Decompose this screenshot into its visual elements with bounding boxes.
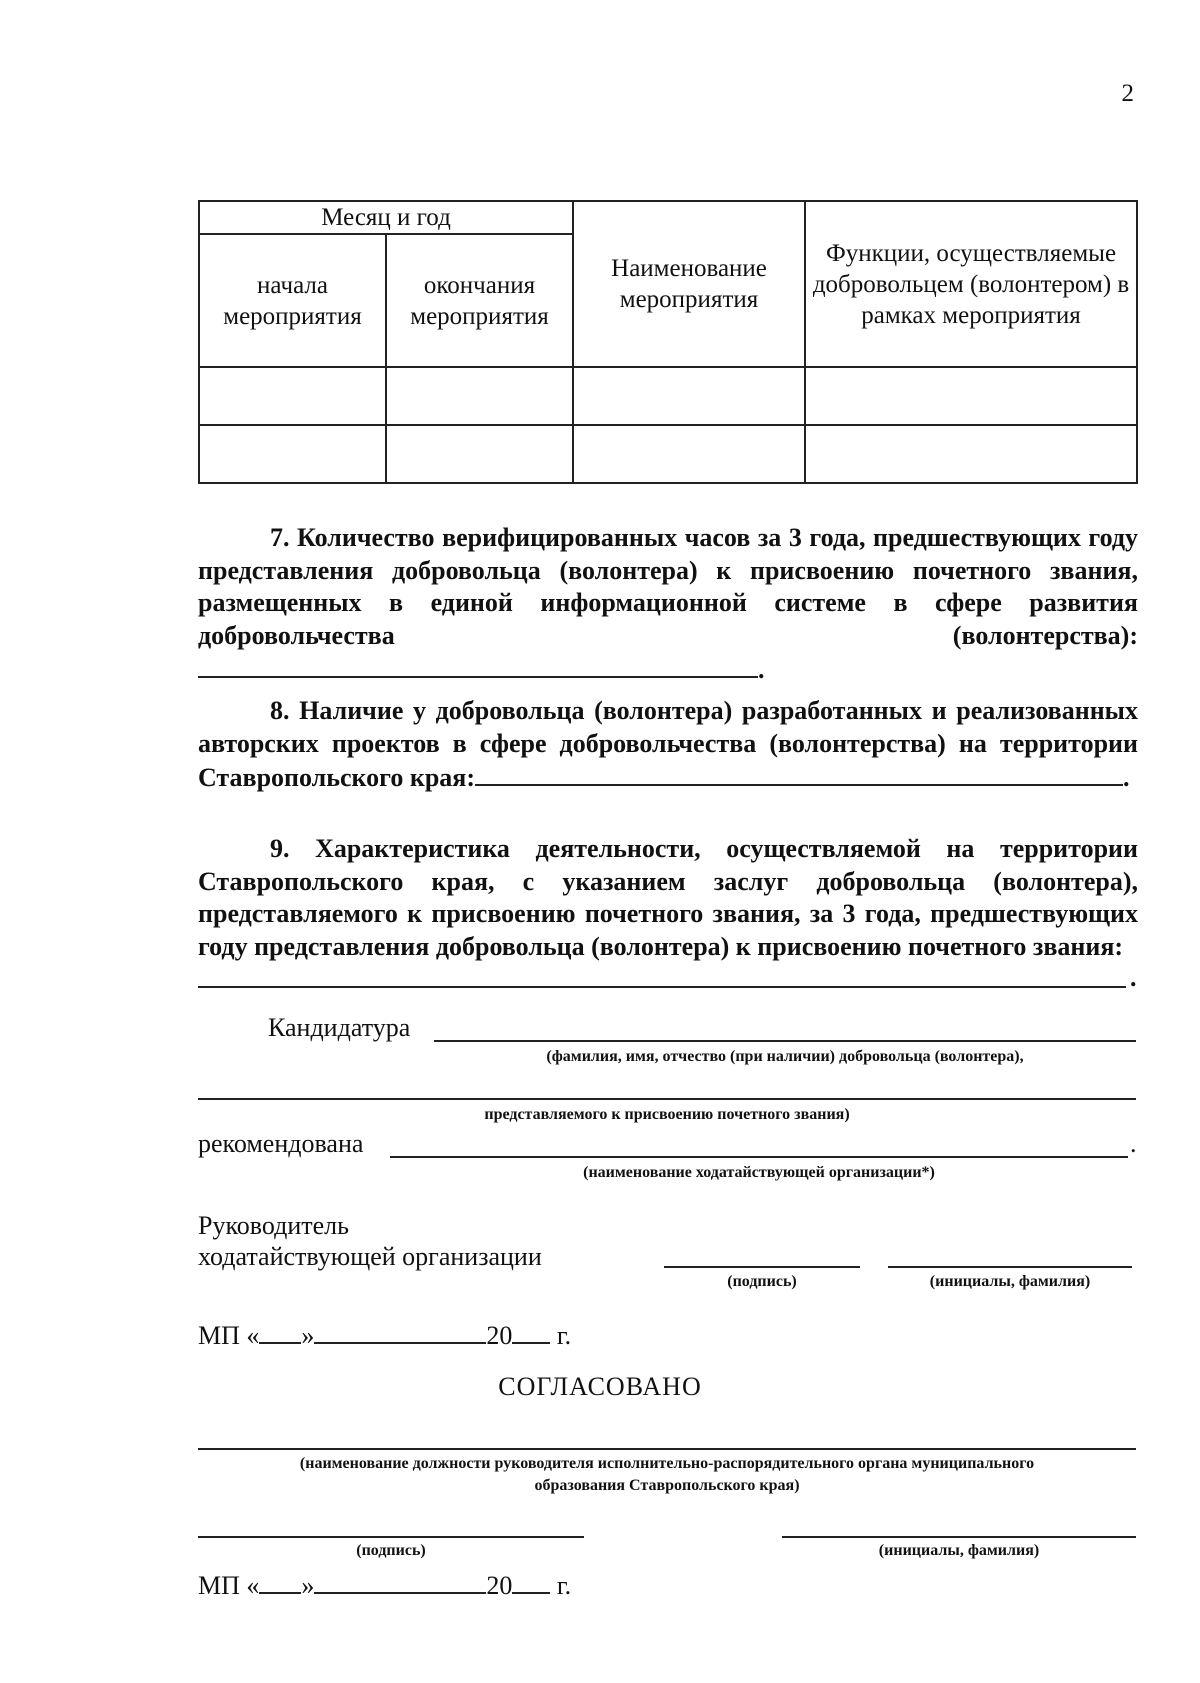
close-quote: » <box>301 1321 315 1350</box>
head-signature-field[interactable] <box>664 1266 860 1268</box>
organization-caption: (наименование ходатайствующей организации*) <box>583 1164 935 1181</box>
table-cell[interactable] <box>386 367 573 425</box>
item-7-field[interactable] <box>198 652 758 678</box>
year-suffix: г. <box>556 1571 572 1600</box>
table-cell[interactable] <box>199 425 386 483</box>
close-quote: » <box>301 1571 315 1600</box>
table-cell[interactable] <box>573 367 805 425</box>
year-prefix: 20 <box>486 1321 513 1350</box>
functions-header: Функции, осуществляемые добровольцем (волонтером) в рамках мероприятия <box>805 201 1137 367</box>
recommended-label: рекомендована <box>198 1129 364 1158</box>
approval-name-field[interactable] <box>782 1536 1136 1538</box>
date-line-1 <box>198 1318 571 1352</box>
item-9 <box>198 833 1138 963</box>
recommended-period: . <box>1130 1129 1137 1158</box>
approval-position-caption-line1: (наименование должности руководителя исполнительно-распорядительного органа муниципального <box>299 1455 1035 1472</box>
table-cell[interactable] <box>805 367 1137 425</box>
mp-label: МП « <box>198 1571 260 1600</box>
year-suffix: г. <box>556 1321 572 1350</box>
head-name-caption: (инициалы, фамилия) <box>929 1273 1091 1290</box>
table-cell[interactable] <box>199 367 386 425</box>
candidate-caption: (фамилия, имя, отчество (при наличии) добровольца (волонтера), <box>546 1048 1024 1065</box>
approval-signature-field[interactable] <box>198 1536 584 1538</box>
item-9-period: . <box>1130 963 1137 992</box>
item-9-text: 9. Характеристика деятельности, осуществляемой на территории Ставропольского края, с указанием заслуг добровольца (волонтера), представляемого к присвоению почетного звания, за 3 года, предшествующих году представления добровольца (волонтера) к присвоению почетного звания: <box>198 834 1138 961</box>
page-number: 2 <box>1121 80 1134 107</box>
item-8 <box>198 695 1138 795</box>
item-9-field[interactable] <box>198 986 1126 988</box>
table-row <box>199 367 1137 425</box>
month-year-header: Месяц и год <box>199 201 573 234</box>
candidate-label: Кандидатура <box>268 1013 411 1042</box>
event-name-header: Наименование мероприятия <box>573 201 805 367</box>
end-header: окончания мероприятия <box>386 234 573 367</box>
approval-position-field[interactable] <box>198 1448 1136 1450</box>
table-cell[interactable] <box>573 425 805 483</box>
table-cell[interactable] <box>386 425 573 483</box>
recommended-field[interactable] <box>390 1156 1128 1158</box>
mp-label: МП « <box>198 1321 260 1350</box>
item-7-period: . <box>758 655 765 684</box>
item-7-text: 7. Количество верифицированных часов за 3 года, предшествующих году представления добровольца (волонтера) к присвоению почетного звания, размещенных в единой информационной системе в сфере развития добровольчества (волонтерства): <box>198 523 1138 650</box>
item-8-period: . <box>1123 763 1130 792</box>
approval-signature-caption: (подпись) <box>356 1542 426 1559</box>
year-field[interactable] <box>512 1568 550 1594</box>
item-7 <box>198 522 1138 687</box>
item-8-text: 8. Наличие у добровольца (волонтера) разработанных и реализованных авторских проектов в сфере добровольчества (волонтерства) на территории Ставропольского края: <box>198 696 1138 792</box>
year-field[interactable] <box>512 1318 550 1344</box>
date-line-2 <box>198 1568 571 1602</box>
day-field[interactable] <box>259 1568 301 1594</box>
approval-name-caption: (инициалы, фамилия) <box>878 1542 1040 1559</box>
day-field[interactable] <box>259 1318 301 1344</box>
approval-position-caption-line2: образования Ставропольского края) <box>534 1477 800 1494</box>
approval-title: СОГЛАСОВАНО <box>498 1372 702 1401</box>
month-field[interactable] <box>314 1568 486 1594</box>
head-name-field[interactable] <box>888 1266 1132 1268</box>
table-cell[interactable] <box>805 425 1137 483</box>
year-prefix: 20 <box>486 1571 513 1600</box>
candidate-field-continued[interactable] <box>198 1098 1136 1100</box>
candidate-field[interactable] <box>434 1040 1136 1042</box>
start-header: начала мероприятия <box>199 234 386 367</box>
candidate-caption-continued: представляемого к присвоению почетного звания) <box>484 1106 850 1123</box>
events-table <box>198 200 1138 484</box>
month-field[interactable] <box>314 1318 486 1344</box>
head-title-line1: Руководитель <box>198 1211 349 1240</box>
item-8-field[interactable] <box>475 760 1123 786</box>
head-signature-caption: (подпись) <box>727 1273 797 1290</box>
head-title-line2: ходатайствующей организации <box>198 1242 542 1271</box>
table-row <box>199 425 1137 483</box>
